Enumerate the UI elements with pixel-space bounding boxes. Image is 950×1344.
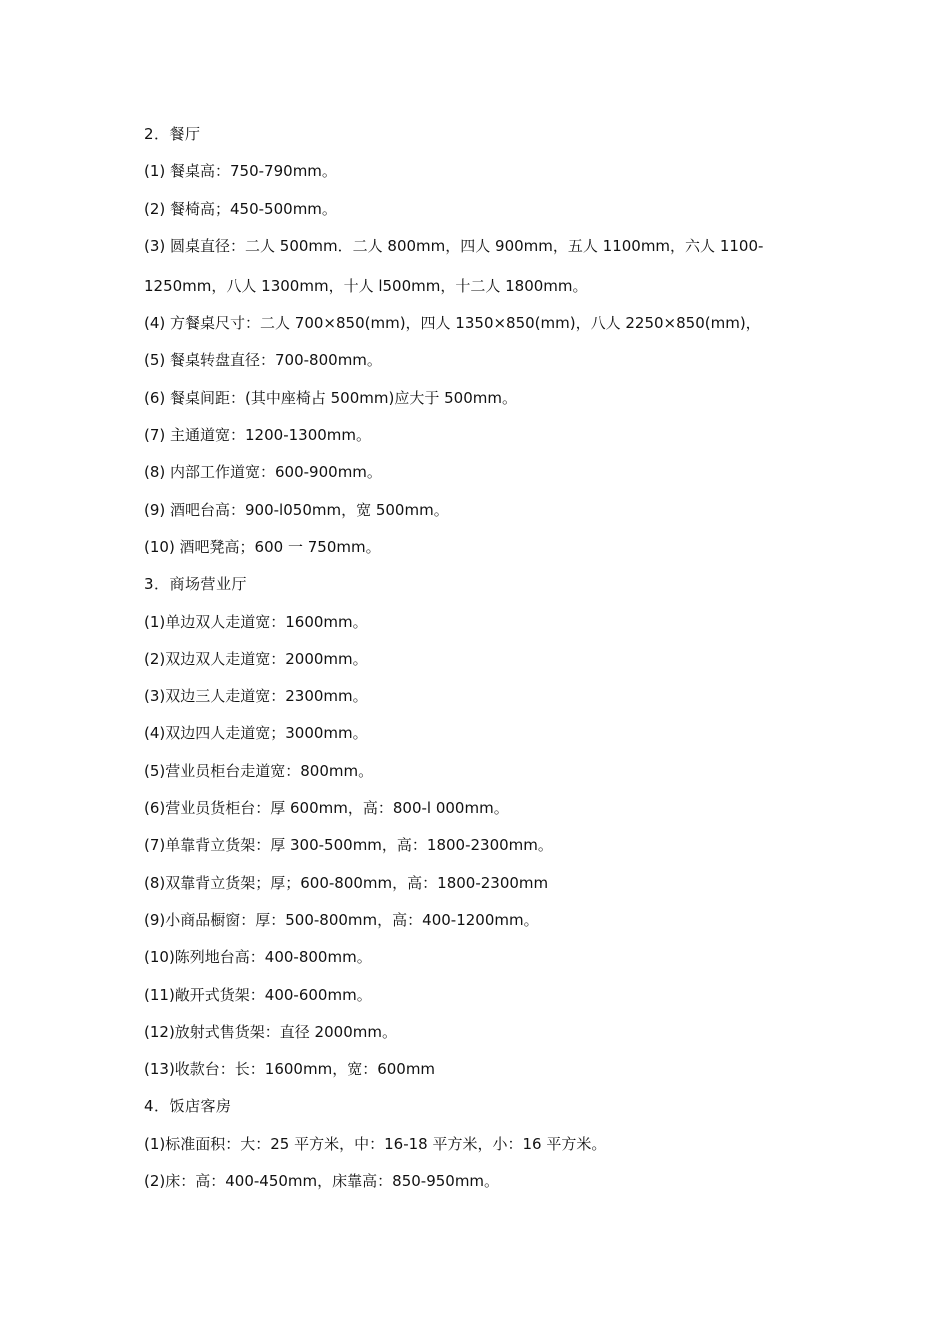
dining-item-6: (6) 餐桌间距：(其中座椅占 500mm)应大于 500mm。 xyxy=(144,388,517,407)
dining-item-3-continued: 1250mm，八人 1300mm，十人 l500mm，十二人 1800mm。 xyxy=(144,276,588,295)
section-heading-hotel-rooms: 4．饭店客房 xyxy=(144,1097,232,1116)
retail-item-12: (12)放射式售货架：直径 2000mm。 xyxy=(144,1022,397,1041)
dining-item-9: (9) 酒吧台高：900-l050mm，宽 500mm。 xyxy=(144,500,449,519)
hotel-item-2: (2)床：高：400-450mm，床靠高：850-950mm。 xyxy=(144,1172,500,1191)
dining-item-4: (4) 方餐桌尺寸：二人 700×850(mm)，四人 1350×850(mm)，八人 2250×850(mm)， xyxy=(144,314,761,333)
dining-item-8: (8) 内部工作道宽：600-900mm。 xyxy=(144,463,382,482)
section-heading-retail: 3．商场营业厅 xyxy=(144,575,248,594)
dining-item-2: (2) 餐椅高；450-500mm。 xyxy=(144,199,337,218)
dining-item-5: (5) 餐桌转盘直径：700-800mm。 xyxy=(144,351,382,370)
retail-item-6: (6)营业员货柜台：厚 600mm，高：800-l 000mm。 xyxy=(144,799,509,818)
retail-item-7: (7)单靠背立货架：厚 300-500mm，高：1800-2300mm。 xyxy=(144,836,553,855)
dining-item-1: (1) 餐桌高：750-790mm。 xyxy=(144,162,337,181)
retail-item-13: (13)收款台：长：1600mm，宽：600mm xyxy=(144,1060,436,1079)
retail-item-3: (3)双边三人走道宽：2300mm。 xyxy=(144,687,368,706)
retail-item-9: (9)小商品橱窗：厚：500-800mm，高：400-1200mm。 xyxy=(144,910,539,929)
dining-item-3: (3) 圆桌直径：二人 500mm．二人 800mm，四人 900mm，五人 1100mm，六人 1100- xyxy=(144,236,764,255)
retail-item-10: (10)陈列地台高：400-800mm。 xyxy=(144,948,372,967)
retail-item-1: (1)单边双人走道宽：1600mm。 xyxy=(144,612,368,631)
retail-item-11: (11)敞开式货架：400-600mm。 xyxy=(144,985,372,1004)
hotel-item-1: (1)标准面积：大：25 平方米，中：16-18 平方米，小：16 平方米。 xyxy=(144,1134,607,1153)
retail-item-4: (4)双边四人走道宽；3000mm。 xyxy=(144,724,368,743)
retail-item-8: (8)双靠背立货架；厚；600-800mm，高：1800-2300mm xyxy=(144,873,549,892)
dining-item-10: (10) 酒吧凳高；600 一 750mm。 xyxy=(144,537,381,556)
retail-item-2: (2)双边双人走道宽：2000mm。 xyxy=(144,649,368,668)
retail-item-5: (5)营业员柜台走道宽：800mm。 xyxy=(144,761,374,780)
section-heading-dining: 2．餐厅 xyxy=(144,125,201,143)
document-body xyxy=(144,124,814,1208)
dining-item-7: (7) 主通道宽：1200-1300mm。 xyxy=(144,426,372,445)
